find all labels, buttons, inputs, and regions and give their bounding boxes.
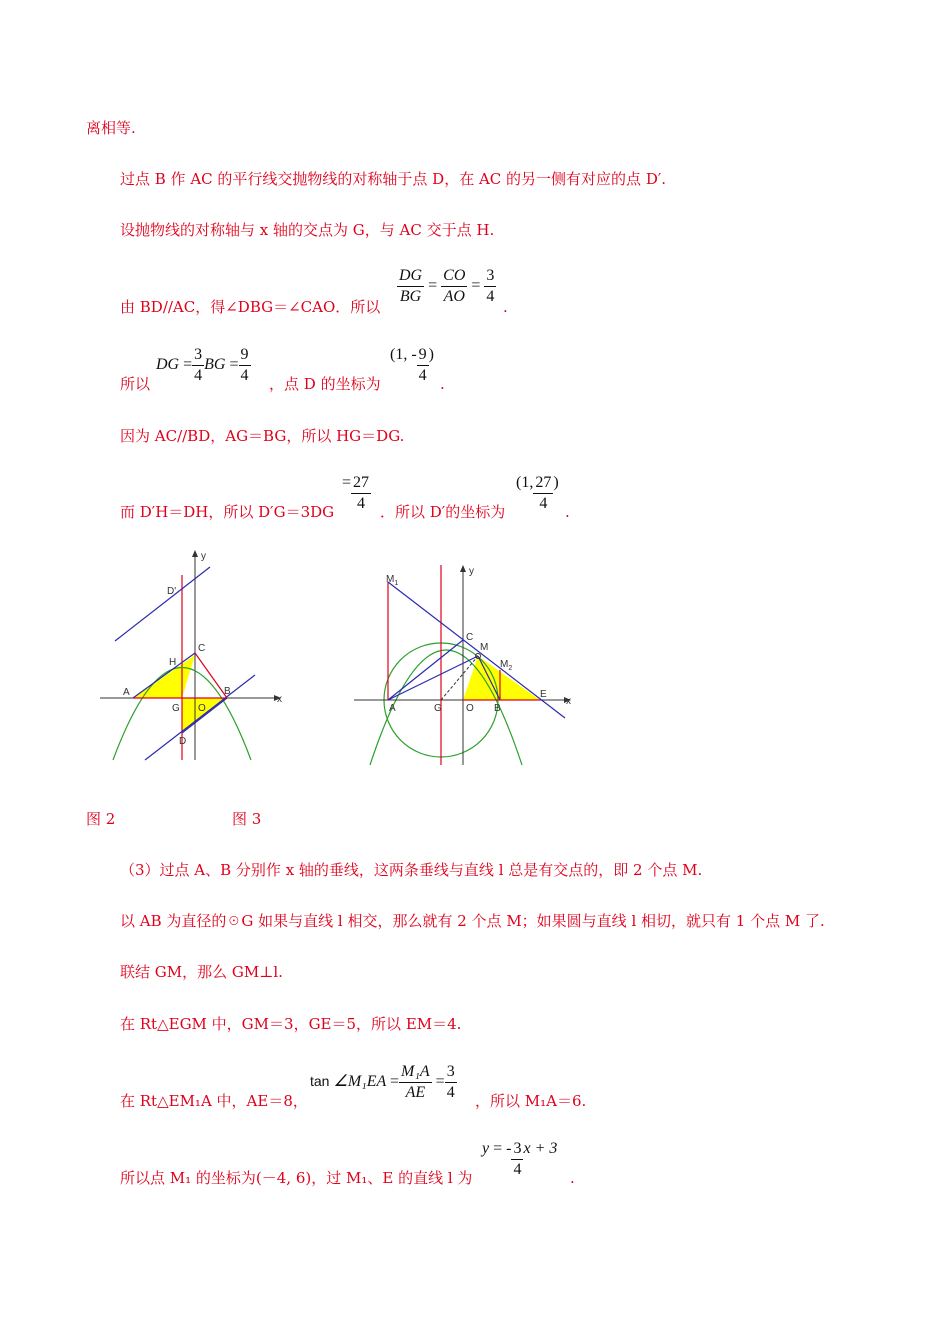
line-cb xyxy=(195,653,227,698)
text-line-4-end: . xyxy=(440,375,445,393)
caption-fig2: 图 2 xyxy=(86,810,116,828)
text-line-4: 所以 xyxy=(120,375,151,393)
paren-close: ) xyxy=(428,346,434,364)
frac-den: 4 xyxy=(446,1084,455,1101)
frac-num: 3 xyxy=(192,345,204,366)
frac-num: 3 xyxy=(511,1139,523,1160)
frac-co-ao xyxy=(441,266,467,307)
label-b: B xyxy=(224,686,231,697)
label-b: B xyxy=(494,703,501,714)
text-line-11: 在 Rt△EM₁A 中，AE＝8， xyxy=(120,1092,308,1110)
frac-3-4 xyxy=(445,1062,457,1103)
text-line-5: 因为 AC//BD，AG＝BG，所以 HG＝DG. xyxy=(120,427,405,445)
math-tan: tan xyxy=(310,1073,330,1090)
math-dg: DG xyxy=(156,356,180,374)
text-line-8: 以 AB 为直径的☉G 如果与直线 l 相交，那么就有 2 个点 M；如果圆与直线 l 相切，就只有 1 个点 M 了. xyxy=(120,912,825,930)
frac-num: 3 xyxy=(445,1062,457,1083)
label-m2-sub: 2 xyxy=(508,665,513,672)
y-arrow-icon xyxy=(460,565,466,572)
label-x: x xyxy=(277,694,282,705)
eq-sign: = xyxy=(183,356,193,374)
line-dp xyxy=(115,567,210,641)
eq-sign: = xyxy=(435,1073,445,1091)
label-o: O xyxy=(466,703,474,714)
eq-sign: = xyxy=(389,1073,399,1091)
frac-num: 27 xyxy=(533,473,553,494)
frac-3-4 xyxy=(192,345,204,386)
math-x-plus-3: x + 3 xyxy=(523,1140,558,1158)
text-line-6-end: . xyxy=(565,503,570,521)
text-line-6-mid: ．所以 D′的坐标为 xyxy=(380,503,506,521)
text-line-11-end: ，所以 M₁A＝6. xyxy=(475,1092,587,1110)
frac-num: CO xyxy=(441,266,467,287)
eq-sign: = xyxy=(229,356,239,374)
frac-num: DG xyxy=(397,266,424,287)
frac-m1a-ae xyxy=(399,1062,432,1103)
formula-line-l xyxy=(482,1139,557,1180)
frac-dg-bg xyxy=(397,266,424,307)
frac-den: 4 xyxy=(194,367,203,384)
frac-den: AO xyxy=(443,288,465,305)
eq-sign: = - xyxy=(493,1140,512,1158)
text-line-3: 由 BD//AC，得∠DBG＝∠CAO．所以 xyxy=(120,298,381,316)
formula-tan xyxy=(310,1062,457,1103)
formula-point-dp xyxy=(516,473,559,514)
text-line-10: 在 Rt△EGM 中，GM＝3，GE＝5，所以 EM＝4. xyxy=(120,1015,462,1033)
line-ac xyxy=(388,640,463,700)
frac-9-4 xyxy=(417,345,429,386)
label-c: C xyxy=(198,643,206,654)
caption-fig3: 图 3 xyxy=(232,810,262,828)
frac-den: 4 xyxy=(539,495,548,512)
label-dp: D' xyxy=(167,586,177,597)
frac-den: BG xyxy=(399,288,422,305)
formula-point-d xyxy=(390,345,434,386)
frac-num: 9 xyxy=(239,345,251,366)
label-x: x xyxy=(566,696,571,707)
text-line-12: 所以点 M₁ 的坐标为(－4, 6)，过 M₁、E 的直线 l 为 xyxy=(120,1169,473,1187)
formula-dg xyxy=(156,345,251,386)
frac-den: 4 xyxy=(486,288,495,305)
figure-3 xyxy=(350,560,580,770)
label-y: y xyxy=(201,551,206,562)
paren-close: ) xyxy=(553,474,559,492)
eq-sign: = xyxy=(342,474,352,492)
frac-den: 4 xyxy=(513,1161,522,1178)
frac-27-4 xyxy=(533,473,553,514)
text-line-6: 而 D′H＝DH，所以 D′G＝3DG xyxy=(120,503,335,521)
text-line-4-mid: ，点 D 的坐标为 xyxy=(269,375,381,393)
line-am xyxy=(388,656,478,700)
eq-sign: = xyxy=(428,277,438,295)
text-line-0: 离相等. xyxy=(86,119,136,137)
text-line-3-end: . xyxy=(503,298,508,316)
label-m2-text: M xyxy=(500,659,509,670)
frac-den: 4 xyxy=(418,367,427,384)
frac-den: 4 xyxy=(357,495,366,512)
frac-num: 9 xyxy=(417,345,429,366)
math-angle: ∠M₁EA xyxy=(333,1073,386,1091)
paren-open: (1, - xyxy=(390,346,417,364)
formula-27-4 xyxy=(342,473,371,514)
label-e: E xyxy=(540,689,547,700)
frac-num: M₁A xyxy=(399,1062,432,1083)
label-g: G xyxy=(172,703,180,714)
math-bg: BG xyxy=(204,356,226,374)
text-line-2: 设抛物线的对称轴与 x 轴的交点为 G，与 AC 交于点 H. xyxy=(120,221,495,239)
paren-open: (1, xyxy=(516,474,534,492)
text-line-12-end: . xyxy=(570,1169,575,1187)
frac-den: 4 xyxy=(240,367,249,384)
frac-3-4 xyxy=(511,1139,523,1180)
label-m1-sub: 1 xyxy=(394,580,399,587)
frac-den: AE xyxy=(405,1084,426,1101)
frac-num: 27 xyxy=(351,473,371,494)
label-c: C xyxy=(466,632,474,643)
figure-2 xyxy=(95,545,295,770)
formula-ratio xyxy=(397,266,496,307)
y-arrow-icon xyxy=(192,550,198,557)
label-h: H xyxy=(169,657,177,668)
text-line-7: （3）过点 A、B 分别作 x 轴的垂线，这两条垂线与直线 l 总是有交点的，即 2 个点 M. xyxy=(120,861,703,879)
frac-27-4 xyxy=(351,473,371,514)
frac-9-4 xyxy=(239,345,251,386)
frac-num: 3 xyxy=(484,266,496,287)
label-y: y xyxy=(469,566,474,577)
frac-3-4 xyxy=(484,266,496,307)
label-m: M xyxy=(480,642,489,653)
label-a: A xyxy=(389,703,396,714)
math-y: y xyxy=(482,1140,490,1158)
label-m1-text: M xyxy=(386,574,395,585)
label-a: A xyxy=(123,687,130,698)
text-line-1: 过点 B 作 AC 的平行线交抛物线的对称轴于点 D，在 AC 的另一侧有对应的点 D′. xyxy=(120,170,667,188)
label-d: D xyxy=(179,736,187,747)
label-o: O xyxy=(198,703,206,714)
label-g: G xyxy=(434,703,442,714)
eq-sign: = xyxy=(471,277,481,295)
text-line-9: 联结 GM，那么 GM⊥l. xyxy=(120,963,283,981)
